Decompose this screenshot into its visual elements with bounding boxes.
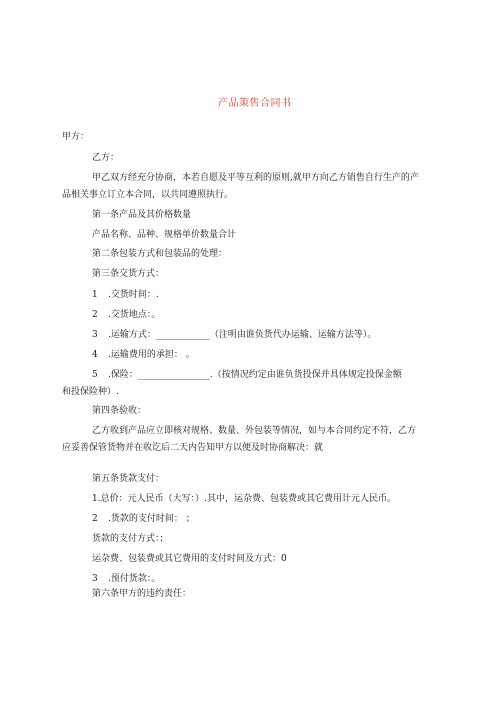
- article-3-item-5: [92, 369, 402, 381]
- party-a-label: 甲方：: [62, 132, 90, 142]
- party-b-label: 乙方：: [92, 153, 120, 163]
- intro-paragraph-line-2: 品相关事立订立本合同，以共同遵照执行。: [62, 190, 234, 200]
- item-number: 5: [92, 370, 98, 380]
- item-number: 1: [92, 290, 98, 300]
- article-3-title: 第三条交货方式：: [92, 269, 165, 279]
- item-text: .运输费用的承担： 。: [108, 350, 195, 360]
- article-1-body: 产品名称、品种、规格单价数量合计: [92, 230, 237, 240]
- article-3-item-3: [92, 329, 376, 341]
- article-5-freight-payment: 运杂费、包装费或其它费用的支付时间及方式：0: [92, 554, 287, 564]
- article-5-item-1: 1.总价：元人民币（大写：）.其中，运杂费、包装费或其它费用计元人民币。: [92, 494, 396, 504]
- item-number: 2: [92, 514, 98, 524]
- article-1-title: 第一条产品及其价格数量: [92, 210, 192, 220]
- item-text: .货款的支付时间： ；: [108, 514, 195, 524]
- article-3-item-1: [92, 289, 159, 301]
- article-5-item-2: [92, 513, 195, 525]
- item-number: 3: [92, 574, 98, 584]
- article-3-item-5-continued: 和投保险种）.: [62, 387, 119, 397]
- item-number: 3: [92, 330, 98, 340]
- article-5-item-3: [92, 573, 160, 585]
- article-4-body-line-1: 乙方收到产品应立即核对规格、数量、外包装等情况，如与本合同约定不符，乙方: [92, 426, 417, 436]
- article-6-title: 第六条甲方的违约责任：: [92, 589, 192, 599]
- article-5-payment-method: 货款的支付方式：；: [92, 534, 169, 544]
- item-text: .交货地点：。: [108, 310, 161, 320]
- article-4-body-line-2: 应妥善保管货物并在收讫后二天内告知甲方以便及时协商解决：就: [62, 443, 324, 453]
- document-title: 产品策售合同书: [218, 98, 292, 109]
- item-number: 2: [92, 310, 98, 320]
- item-text: .交货时间：.: [108, 290, 159, 300]
- intro-paragraph-line-1: 甲乙双方经充分协商，本若自愿及平等互利的原则,就甲方向乙方销售自行生产的产: [92, 173, 419, 183]
- article-3-item-4: [92, 349, 195, 361]
- article-3-item-2: [92, 309, 160, 321]
- item-text: .运输方式：____________（注明由谁负货代办运输、运输方法等）。: [108, 330, 377, 340]
- article-2-title: 第二条包装方式和包装品的处理：: [92, 249, 228, 259]
- article-5-title: 第五条货款支付：: [92, 474, 165, 484]
- article-4-title: 第四条验收：: [92, 406, 147, 416]
- item-number: 4: [92, 350, 98, 360]
- item-text: .预付货款：。: [108, 574, 161, 584]
- item-text: .保险：________________.（按情况约定由谁负货投保并具体规定投保金额: [108, 370, 402, 380]
